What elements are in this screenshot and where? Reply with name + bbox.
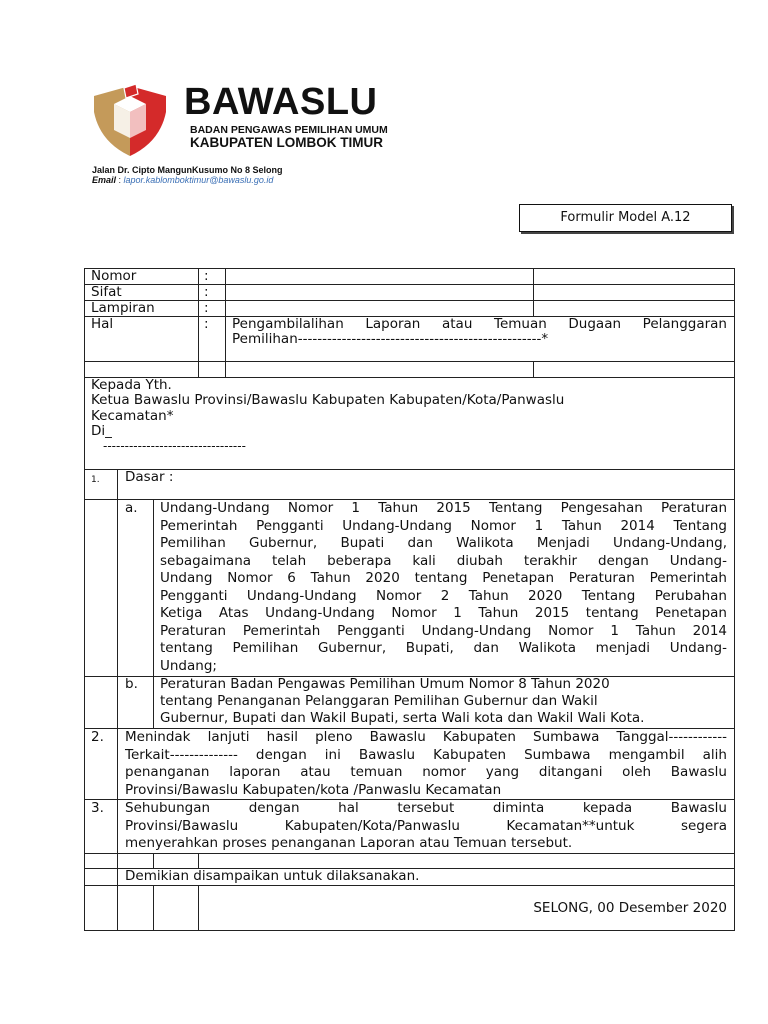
row-line bbox=[84, 377, 735, 378]
org-full-name: BADAN PENGAWAS PEMILIHAN UMUM bbox=[190, 124, 388, 136]
col-line bbox=[225, 268, 226, 377]
addressee-dashes: --------------------------------- bbox=[103, 439, 246, 453]
item-3-line: Provinsi/Bawaslu Kabupaten/Kota/Panwaslu Kecamatan**untuk segera bbox=[125, 817, 727, 834]
row-line bbox=[84, 469, 735, 470]
item-3-line: Sehubungan dengan hal tersebut diminta kepada Bawaslu bbox=[125, 800, 727, 816]
row-line bbox=[84, 284, 735, 285]
item-a-line: sebagaimana telah beberapa kali diubah terakhir dengan Undang- bbox=[160, 552, 727, 569]
item-a-line: Undang Nomor 6 Tahun 2020 tentang Penetapan Peraturan Pemerintah bbox=[160, 570, 727, 586]
item-a-line: tentang Pemilihan Gubernur, Bupati, dan Walikota menjadi Undang- bbox=[160, 640, 727, 656]
item-a-line: Peraturan Pemerintah Pengganti Undang-Undang Nomor 1 Tahun 2014 bbox=[160, 622, 727, 639]
row-line bbox=[84, 300, 735, 301]
closing-statement: Demikian disampaikan untuk dilaksanakan. bbox=[125, 868, 420, 884]
nomor-colon: : bbox=[204, 268, 209, 284]
item-2-line: penanganan laporan atau temuan nomor yang ditangani oleh Bawaslu bbox=[125, 764, 727, 780]
col-line bbox=[117, 469, 118, 931]
item-b-line: Peraturan Badan Pengawas Pemilihan Umum Nomor 8 Tahun 2020 bbox=[160, 676, 610, 692]
item-a-line: Pemilihan Gubernur, Bupati dan Walikota Menjadi Undang-Undang, bbox=[160, 535, 727, 551]
col-line bbox=[533, 268, 534, 316]
col-line bbox=[153, 853, 154, 868]
hal-label: Hal bbox=[91, 316, 114, 332]
item-3-line: menyerahkan proses penanganan Laporan atau Temuan tersebut. bbox=[125, 835, 573, 851]
col-line bbox=[153, 499, 154, 728]
place-date: SELONG, 00 Desember 2020 bbox=[533, 900, 727, 916]
hal-line-2: Pemilihan--------------------------------------------------* bbox=[232, 331, 549, 347]
item-2-line: Menindak lanjuti hasil pleno Bawaslu Kabupaten Sumbawa Tanggal------------ bbox=[125, 729, 727, 745]
addressee-di: Di_ bbox=[91, 423, 112, 439]
sifat-label: Sifat bbox=[91, 284, 122, 300]
nomor-label: Nomor bbox=[91, 268, 137, 284]
col-line bbox=[153, 885, 154, 931]
bawaslu-logo bbox=[90, 82, 170, 160]
col-line bbox=[533, 361, 534, 377]
item-a-line: Pengganti Undang-Undang Nomor 2 Tahun 2020 Tentang Perubahan bbox=[160, 587, 727, 604]
lampiran-label: Lampiran bbox=[91, 300, 155, 316]
org-name: BAWASLU bbox=[184, 81, 378, 123]
item-a-label: a. bbox=[125, 500, 138, 516]
col-line bbox=[198, 885, 199, 931]
addressee-ketua: Ketua Bawaslu Provinsi/Bawaslu Kabupaten Kabupaten/Kota/Panwaslu bbox=[91, 392, 565, 408]
item-2-line: Provinsi/Bawaslu Kabupaten/kota /Panwaslu Kecamatan bbox=[125, 781, 502, 798]
row-line bbox=[84, 853, 735, 854]
item-2-line: Terkait-------------- dengan ini Bawaslu Kabupaten Sumbawa mengambil alih bbox=[125, 746, 727, 763]
item-b-line: tentang Penanganan Pelanggaran Pemilihan Gubernur dan Wakil bbox=[160, 693, 598, 709]
item-b-line: Gubernur, Bupati dan Wakil Bupati, serta Wali kota dan Wakil Wali Kota. bbox=[160, 710, 645, 726]
addressee-kepada: Kepada Yth. bbox=[91, 377, 172, 393]
col-line bbox=[198, 268, 199, 377]
item-number-2: 2. bbox=[91, 729, 104, 745]
item-number-3: 3. bbox=[91, 800, 104, 816]
org-region: KABUPATEN LOMBOK TIMUR bbox=[190, 135, 383, 150]
org-address: Jalan Dr. Cipto MangunKusumo No 8 Selong bbox=[92, 165, 283, 175]
org-email-line bbox=[92, 175, 273, 186]
row-line bbox=[84, 885, 735, 886]
item-a-line: Ketiga Atas Undang-Undang Nomor 1 Tahun 2015 tentang Penetapan bbox=[160, 605, 727, 621]
sifat-colon: : bbox=[204, 284, 209, 300]
hal-line-1: Pengambilalihan Laporan atau Temuan Dugaan Pelanggaran bbox=[232, 316, 727, 332]
email-link[interactable]: lapor.kablomboktimur@bawaslu.go.id bbox=[123, 175, 274, 185]
form-model-label: Formulir Model A.12 bbox=[519, 204, 732, 232]
item-a-line: Undang-Undang Nomor 1 Tahun 2015 Tentang Pengesahan Peraturan bbox=[160, 500, 727, 516]
row-line bbox=[84, 361, 735, 362]
addressee-kecamatan: Kecamatan* bbox=[91, 408, 174, 424]
email-label: Email bbox=[92, 175, 117, 185]
dasar-heading: Dasar : bbox=[125, 469, 174, 485]
hal-colon: : bbox=[204, 316, 209, 332]
col-line bbox=[198, 853, 199, 868]
lampiran-colon: : bbox=[204, 300, 209, 316]
email-separator: : bbox=[116, 175, 124, 185]
item-a-line: Pemerintah Pengganti Undang-Undang Nomor 1 Tahun 2014 Tentang bbox=[160, 517, 727, 534]
item-b-label: b. bbox=[125, 676, 138, 692]
item-a-line: Undang; bbox=[160, 657, 217, 674]
item-number-1: 1. bbox=[91, 475, 100, 485]
